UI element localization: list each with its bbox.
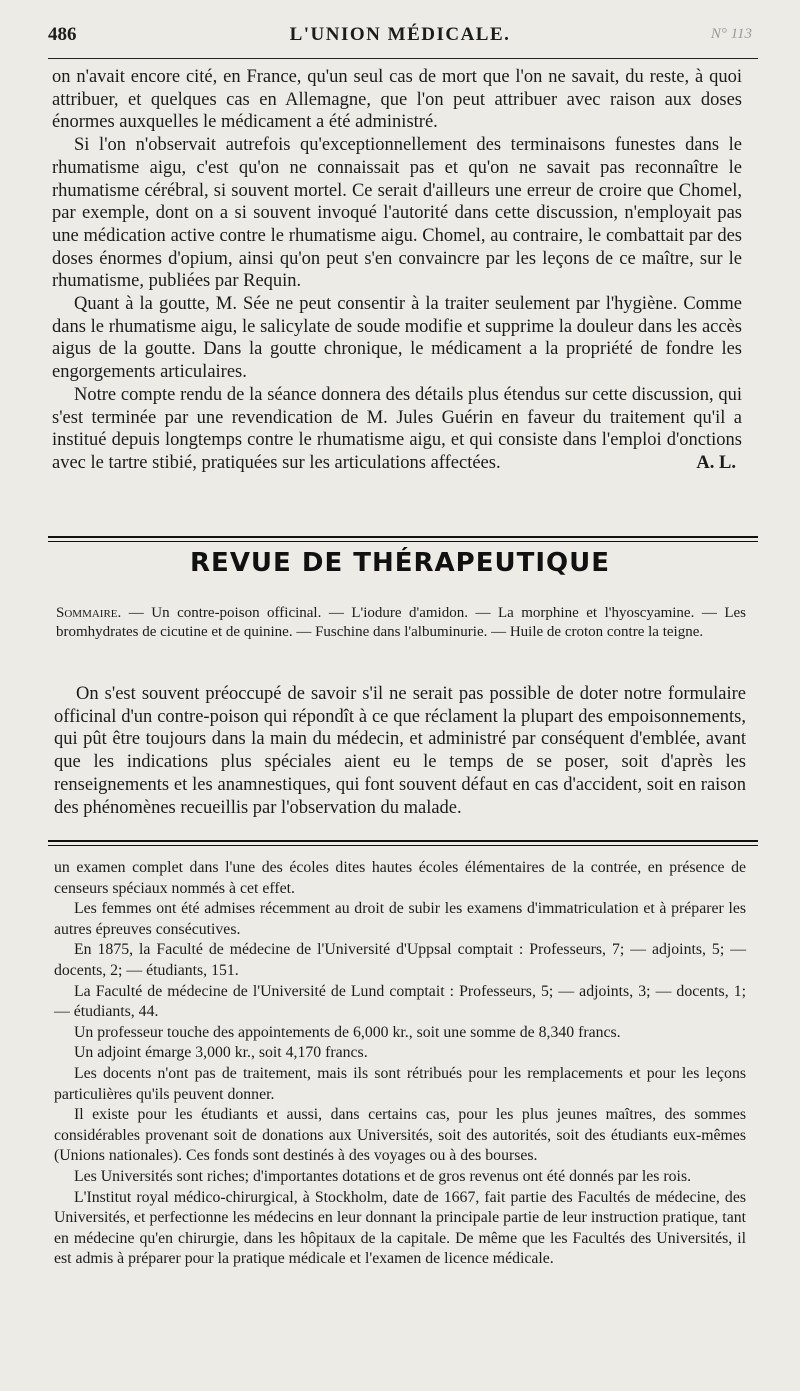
header-rule bbox=[48, 58, 758, 59]
article-paragraph: Quant à la goutte, M. Sée ne peut consentir à la traiter seulement par l'hygiène. Comme dans le rhumatisme aigu, le salicylate de soude modifie et supprime la douleur dans les accès aigus de la goutte. Dans la goutte chronique, le médicament a la propriété de fondre les engorgements articulaires. bbox=[52, 294, 742, 383]
article-paragraph: On s'est souvent préoccupé de savoir s'il ne serait pas possible de doter notre formulaire officinal d'un contre-poison qui répondît à ce que réclament la plupart des empoisonnements, qui pût être toujours dans la main du médecin, et administré par conséquent d'emblée, avant que les indications plus spéciales aient eu le temps de se poser, soit d'après les renseignements et les anamnestiques, qui font souvent défaut en cas d'accident, soit en raison des phénomènes recueillis par l'observation du malade. bbox=[54, 684, 746, 818]
feuilleton-rule bbox=[48, 840, 758, 846]
page-header bbox=[48, 24, 752, 50]
issue-number: N° 113 bbox=[710, 26, 752, 42]
therapeutics-article bbox=[54, 683, 746, 819]
article-paragraph: on n'avait encore cité, en France, qu'un seul cas de mort que l'on ne savait, du reste, à quoi attribuer, et quelques cas en Allemagne, que l'on peut attribuer avec raison aux doses énormes auxquelles le médicament a été administré. bbox=[52, 67, 742, 133]
section-rule-top bbox=[48, 536, 758, 542]
summary-text: — Un contre-poison officinal. — L'iodure d'amidon. — La morphine et l'hyoscyamine. — Les bromhydrates de cicutine et de quinine. — Fuschine dans l'albuminurie. — Huile de croton contre la teigne. bbox=[56, 605, 746, 640]
journal-title: L'UNION MÉDICALE. bbox=[289, 24, 511, 45]
feuilleton-paragraph: En 1875, la Faculté de médecine de l'Université d'Uppsal comptait : Professeurs, 7; — adjoints, 5; — docents, 2; — étudiants, 151. bbox=[54, 941, 746, 979]
feuilleton bbox=[54, 858, 746, 1270]
page-number: 486 bbox=[48, 24, 77, 45]
section-summary bbox=[56, 604, 746, 642]
feuilleton-paragraph: Un adjoint émarge 3,000 kr., soit 4,170 francs. bbox=[74, 1044, 368, 1062]
feuilleton-paragraph: Les Universités sont riches; d'importantes dotations et de gros revenus ont été donnés par les rois. bbox=[74, 1167, 692, 1185]
article-paragraph: Notre compte rendu de la séance donnera des détails plus étendus sur cette discussion, qui s'est terminée par une revendication de M. Jules Guérin en faveur du traitement qu'il a institué depuis longtemps contre le rhumatisme aigu, et qui consiste dans l'emploi d'onctions avec le tartre stibié, pratiquées sur les articulations affectées. bbox=[52, 384, 742, 473]
feuilleton-paragraph: La Faculté de médecine de l'Université de Lund comptait : Professeurs, 5; — adjoints, 3; — docents, 1; — étudiants, 44. bbox=[54, 982, 746, 1021]
feuilleton-paragraph: Il existe pour les étudiants et aussi, dans certains cas, pour les plus jeunes maîtres, des sommes considérables provenant soit de donations aux Universités, soit des autorités, soit des étudiants eux-mêmes (Unions nationales). Ces fonds sont destinés à des voyages ou à des bourses. bbox=[54, 1106, 746, 1165]
feuilleton-paragraph: Un professeur touche des appointements de 6,000 kr., soit une somme de 8,340 francs. bbox=[74, 1023, 621, 1041]
article-discussion bbox=[52, 66, 742, 474]
feuilleton-paragraph: Les docents n'ont pas de traitement, mais ils sont rétribués pour les remplacements et pour les leçons particulières qu'ils peuvent donner. bbox=[54, 1064, 746, 1103]
article-paragraph: Si l'on n'observait autrefois qu'exceptionnellement des terminaisons funestes dans le rhumatisme aigu, c'est qu'on ne connaissait pas et qu'on ne savait pas reconnaître le rhumatisme cérébral, si souvent mortel. Ce serait d'ailleurs une erreur de croire que Chomel, par exemple, dont on a si souvent invoqué l'autorité dans cette discussion, n'employait pas une médication active contre le rhumatisme aigu. Chomel, au contraire, le combattait par des doses énormes d'opium, ainsi qu'on peut s'en convaincre par les leçons de ce maître, sur le rhumatisme, publiées par Requin. bbox=[52, 135, 742, 292]
section-title: REVUE DE THÉRAPEUTIQUE bbox=[190, 548, 610, 578]
feuilleton-paragraph: L'Institut royal médico-chirurgical, à Stockholm, date de 1667, fait partie des Facultés de médecine, des Universités, et perfectionne les médecins en leur donnant la principale partie de leur instruction pratique, tant en médecine qu'en chirurgie, dans les hôpitaux de la capitale. De même que les Facultés des Universités, il est admis à préparer pour la pratique médicale et l'examen de licence médicale. bbox=[54, 1188, 746, 1268]
summary-label: Sommaire. bbox=[56, 605, 122, 621]
article-signature: A. L. bbox=[696, 452, 736, 473]
feuilleton-paragraph: Les femmes ont été admises récemment au droit de subir les examens d'immatriculation et à préparer les autres épreuves consécutives. bbox=[54, 900, 746, 938]
feuilleton-paragraph: un examen complet dans l'une des écoles dites hautes écoles élémentaires de la contrée, en présence de censeurs spéciaux nommés à cet effet. bbox=[54, 859, 746, 897]
